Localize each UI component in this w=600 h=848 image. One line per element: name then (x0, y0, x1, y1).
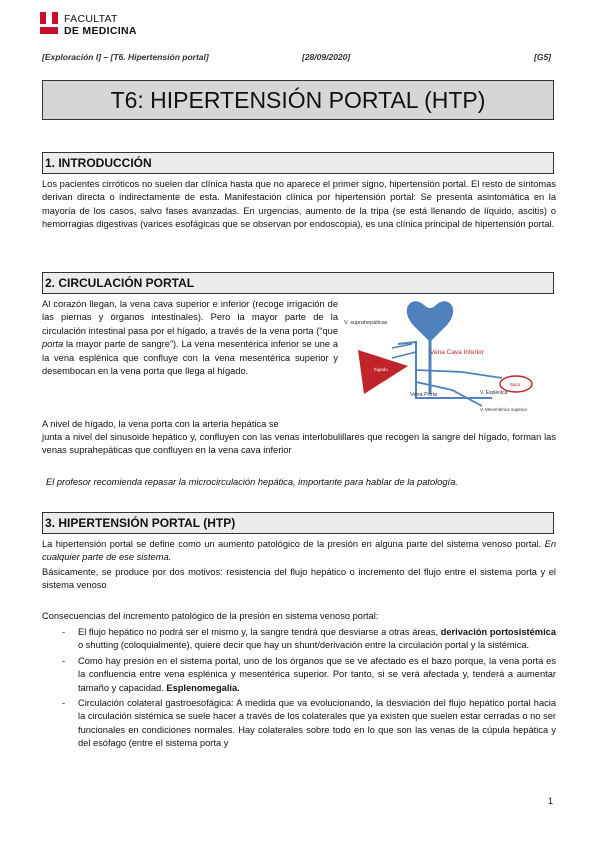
running-header-group: [G5] (534, 52, 551, 62)
list-item: - El flujo hepático no podrá ser el mismo y, la sangre tendrá que desviarse a otras áreas, derivación portosistémica o shutting (coloquialmente), quiere decir que hay un shunt/derivación entre la circulación portal y la sistémica. (42, 626, 556, 653)
label-mesenterica: V. Mesentérica superior (480, 407, 528, 412)
label-vena-cava: Vena Cava Inferior (430, 349, 484, 356)
htp-consequences-intro: Consecuencias del incremento patológico de la presión en sistema venoso portal: (42, 611, 379, 621)
section-heading-introduccion: 1. INTRODUCCIÓN (42, 152, 554, 174)
list-item: - Como hay presión en el sistema portal, uno de los órganos que se ve afectado es el bazo porque, la vena porta es la confluencia entre vena esplénica y mesentérica superior. Por tanto, si se verá afectada y, tenderá a aumentar tamaño y capacidad. Esplenomegalia. (42, 655, 556, 695)
faculty-name-line1: FACULTAT (64, 13, 118, 25)
label-suprahepaticas: V. suprahepáticas (344, 320, 388, 326)
faculty-name-line2: DE MEDICINA (64, 25, 137, 37)
intro-paragraph: Los pacientes cirróticos no suelen dar clínica hasta que no aparece el primer signo, hipertensión portal. El resto de síntomas derivan directa o indirectamente de esta. Manifestación clínica por hipertensión portal: Se presenta asintomática en la mayoría de los casos, salvo fases avanzadas. En urgencias, aumento de la tripa (se está llenando de líquido, ascitis) o hemorragias digestivas (varices esofágicas que se observan por endoscopia), es una clínica principal de hipertensión portal. (42, 179, 556, 230)
label-vena-porta: Vena Porta (410, 392, 438, 398)
heart-shape (407, 301, 453, 342)
running-header-course: [Exploración I] – [T6. Hipertensión portal] (42, 52, 209, 62)
label-bazo: Bazo (510, 382, 521, 387)
circulation-paragraph-1: Al corazón llegan, la vena cava superior e inferior (recoge irrigación de las piernas y órganos intestinales). Pero la mayor parte de la circulación intestinal pasa por el hígado, a través de la vena porta (“que porta la mayor parte de sangre”). La vena mesentérica inferior se une a la vena esplénica que confluye con la vena mesentérica superior y desembocan en la vena porta que llega al hígado. (42, 299, 338, 377)
university-logo (40, 12, 58, 34)
suprahepatic-veins (392, 344, 416, 358)
portal-circulation-diagram (342, 300, 542, 418)
section-heading-hipertension: 3. HIPERTENSIÓN PORTAL (HTP) (42, 512, 554, 534)
circulation-paragraph-2-line1: A nivel de hígado, la vena porta con la arteria hepática se (42, 419, 279, 429)
htp-causes: Básicamente, se produce por dos motivos: resistencia del flujo hepático o incremento del flujo entre el sistema porta y el sistema venoso (42, 567, 556, 591)
document-title: T6: HIPERTENSIÓN PORTAL (HTP) (42, 80, 554, 120)
professor-note: El profesor recomienda repasar la microcirculación hepática, importante para hablar de la patología. (46, 477, 458, 487)
label-higado: hígado (374, 367, 388, 372)
section-heading-circulacion: 2. CIRCULACIÓN PORTAL (42, 272, 554, 294)
consequences-list (42, 626, 556, 751)
page-number: 1 (548, 796, 554, 806)
htp-definition: La hipertensión portal se define como un aumento patológico de la presión en alguna parte del sistema venoso portal. En cualquier parte de ese sistema. (42, 539, 556, 563)
running-header-date: [28/09/2020] (302, 52, 351, 62)
label-esplenica: V. Esplénica (480, 390, 508, 396)
list-item: - Circulación colateral gastroesofágica: A medida que va evolucionando, la desviación del flujo hepático portal hacia la circulación sistémica se suele hacer a través de los colaterales que ya existen que suelen estar cerradas o no ser funcionales en condiciones normales. Hay colaterales sobre todo en lo que son las venas de la cúpula hepática y del esófago (entre el sistema porta y (42, 697, 556, 751)
circulation-paragraph-2-rest: junta a nivel del sinusoide hepático y, confluyen con las venas interlobulillares que recogen la sangre del hígado, forman las venas suprahepáticas que confluyen en la vena cava inferior (42, 432, 556, 456)
